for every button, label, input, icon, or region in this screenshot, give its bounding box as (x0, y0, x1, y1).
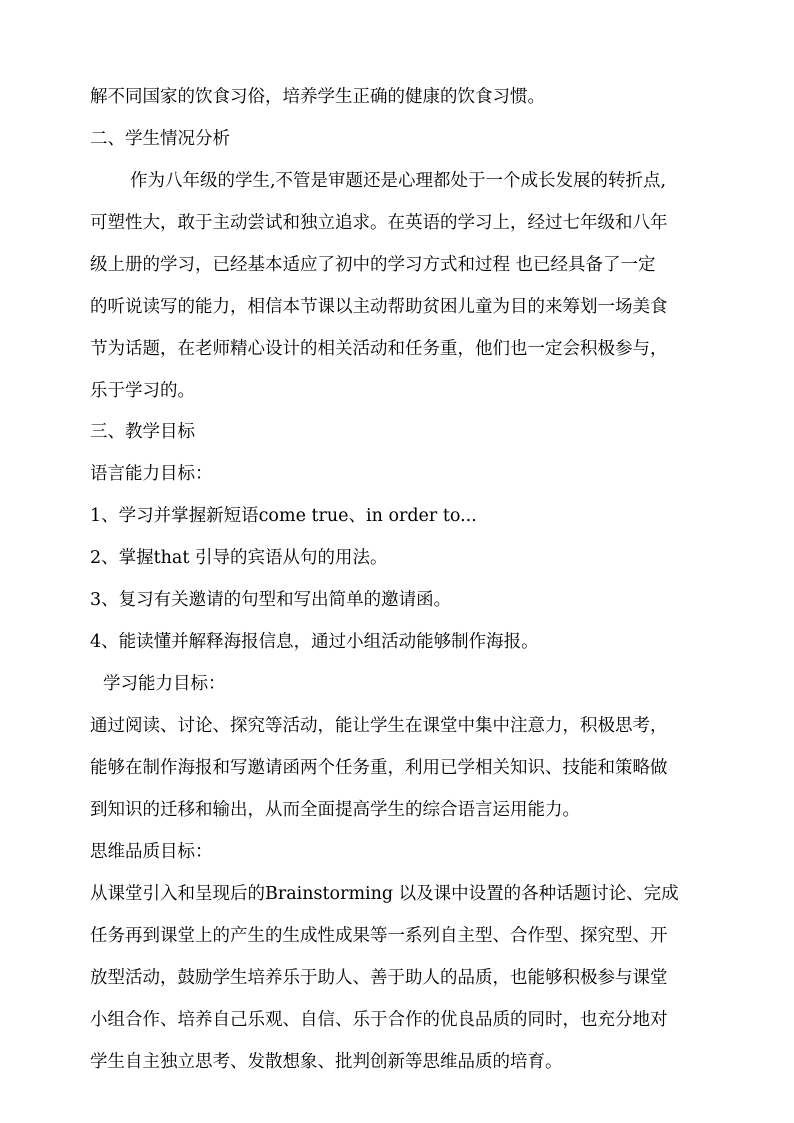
list-item: 1、学习并掌握新短语come true、in order to... (90, 506, 477, 526)
paragraph-line: 作为八年级的学生,不管是审题还是心理都处于一个成长发展的转折点, (130, 171, 667, 191)
paragraph-line: 级上册的学习，已经基本适应了初中的学习方式和过程 也已经具备了一定 (90, 255, 656, 275)
list-item: 3、复习有关邀请的句型和写出简单的邀请函。 (90, 590, 452, 610)
paragraph-line: 放型活动，鼓励学生培养乐于助人、善于助人的品质，也能够积极参与课堂 (90, 968, 668, 988)
paragraph-line: 可塑性大，敢于主动尝试和独立追求。在英语的学习上，经过七年级和八年 (90, 213, 668, 233)
paragraph-line: 从课堂引入和呈现后的Brainstorming 以及课中设置的各种话题讨论、完成 (90, 884, 679, 904)
paragraph-line: 乐于学习的。 (90, 381, 195, 401)
paragraph-line: 的听说读写的能力，相信本节课以主动帮助贫困儿童为目的来筹划一场美食 (90, 297, 668, 317)
list-item: 4、能读懂并解释海报信息，通过小组活动能够制作海报。 (90, 632, 539, 652)
paragraph-line: 通过阅读、讨论、探究等活动，能让学生在课堂中集中注意力，积极思考， (90, 716, 668, 736)
paragraph-line: 节为话题，在老师精心设计的相关活动和任务重，他们也一定会积极参与， (90, 339, 668, 359)
paragraph-line: 学生自主独立思考、发散想象、批判创新等思维品质的培育。 (90, 1052, 563, 1072)
section-heading-teaching-goals: 三、教学目标 (90, 422, 195, 442)
paragraph-line: 小组合作、培养自己乐观、自信、乐于合作的优良品质的同时，也充分地对 (90, 1010, 668, 1030)
subheading-thinking-quality: 思维品质目标： (90, 842, 213, 862)
paragraph-line: 能够在制作海报和写邀请函两个任务重，利用已学相关知识、技能和策略做 (90, 758, 668, 778)
paragraph-line: 解不同国家的饮食习俗，培养学生正确的健康的饮食习惯。 (90, 87, 545, 107)
paragraph-line: 到知识的迁移和输出，从而全面提高学生的综合语言运用能力。 (90, 800, 580, 820)
paragraph-line: 任务再到课堂上的产生的生成性成果等一系列自主型、合作型、探究型、开 (90, 926, 668, 946)
subheading-learning-ability: 学习能力目标： (103, 674, 226, 694)
section-heading-student-analysis: 二、学生情况分析 (90, 129, 230, 149)
list-item: 2、掌握that 引导的宾语从句的用法。 (90, 548, 388, 568)
subheading-language-ability: 语言能力目标： (90, 464, 213, 484)
